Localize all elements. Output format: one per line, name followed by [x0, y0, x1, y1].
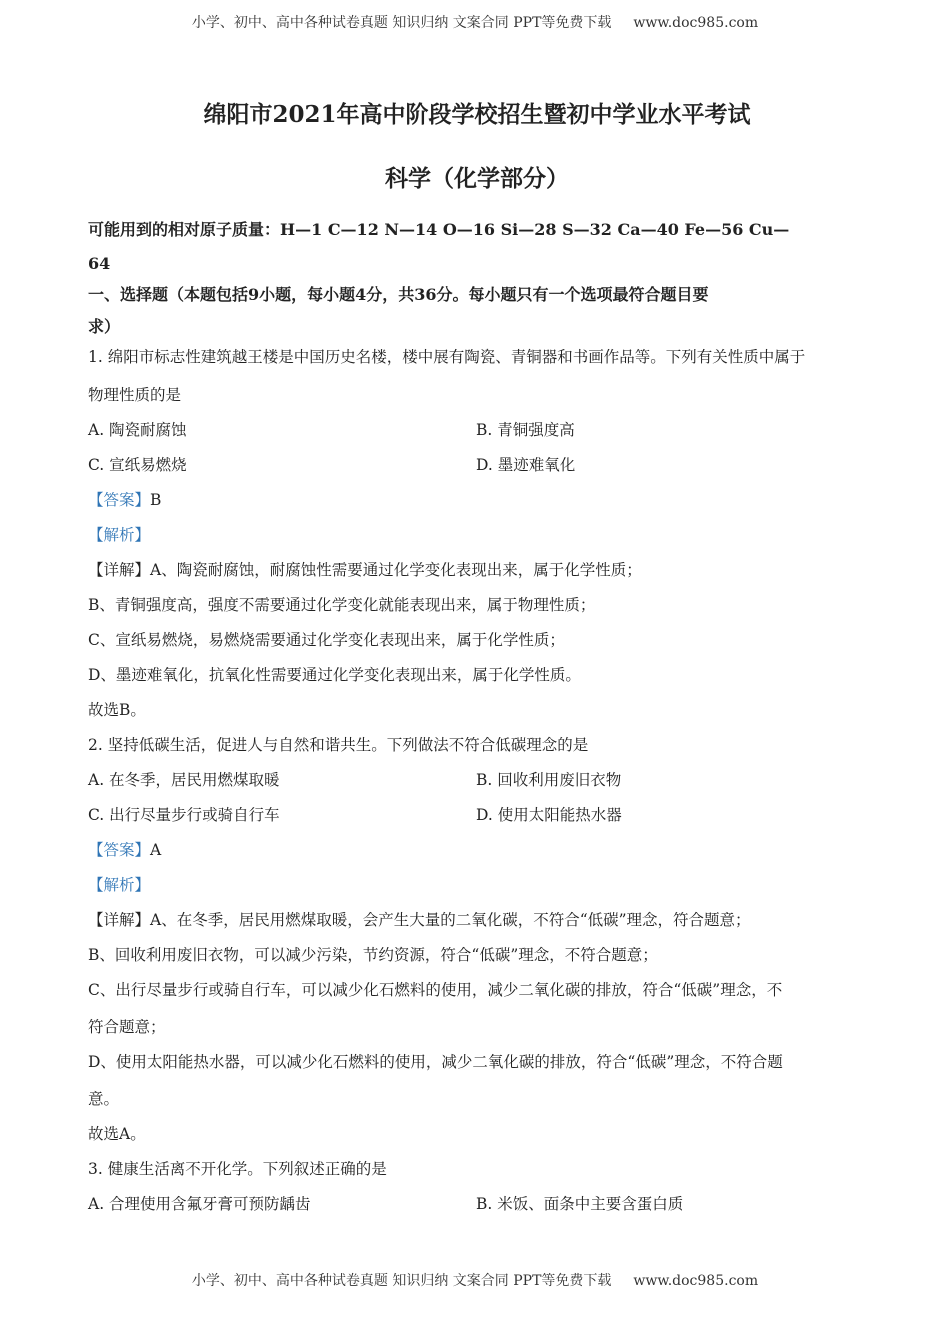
- q2-answer: [88, 839, 161, 861]
- q2-stem-line1: 2. 坚持低碳生活，促进人与自然和谐共生。下列做法不符合低碳理念的是: [88, 736, 589, 754]
- atomic-masses-line2: 64: [88, 254, 111, 273]
- q2-analysis-label: 【解析】: [88, 876, 151, 894]
- q1-stem-line1: 1. 绵阳市标志性建筑越王楼是中国历史名楼，楼中展有陶瓷、青铜器和书画作品等。下列有关性质中属于: [88, 348, 806, 366]
- page-header: [0, 12, 950, 32]
- section-heading-line1: 一、选择题（本题包括9小题，每小题4分，共36分。每小题只有一个选项最符合题目要: [88, 285, 709, 304]
- q3-option-b: B. 米饭、面条中主要含蛋白质: [476, 1195, 684, 1213]
- q2-detail-label: 【详解】: [88, 911, 151, 929]
- q1-detail-line4: D、墨迹难氧化，抗氧化性需要通过化学变化表现出来，属于化学性质。: [88, 666, 581, 684]
- footer-text: 小学、初中、高中各种试卷真题 知识归纳 文案合同 PPT等免费下载: [191, 1273, 612, 1289]
- q2-option-b: B. 回收利用废旧衣物: [476, 771, 622, 789]
- q1-option-c: C. 宣纸易燃烧: [88, 456, 187, 474]
- page-title: 绵阳市2021年高中阶段学校招生暨初中学业水平考试: [203, 101, 751, 128]
- q3-stem-line1: 3. 健康生活离不开化学。下列叙述正确的是: [88, 1160, 387, 1178]
- q1-option-d: D. 墨迹难氧化: [476, 456, 576, 474]
- atomic-masses-line1: 可能用到的相对原子质量：H—1 C—12 N—14 O—16 Si—28 S—32 Ca—40 Fe—56 Cu—: [88, 220, 790, 239]
- q2-detail-line4b: 意。: [88, 1090, 120, 1108]
- page-footer: [0, 1270, 950, 1290]
- q2-option-c: C. 出行尽量步行或骑自行车: [88, 806, 280, 824]
- page-subtitle: 科学（化学部分）: [385, 165, 569, 192]
- q1-detail-line1: [88, 559, 642, 581]
- q1-option-b: B. 青铜强度高: [476, 421, 575, 439]
- q1-answer: [88, 489, 161, 511]
- q3-option-a: A. 合理使用含氟牙膏可预防龋齿: [88, 1195, 311, 1213]
- q2-answer-value: A: [150, 841, 162, 859]
- q2-detail-line2: B、回收利用废旧衣物，可以减少污染，节约资源，符合“低碳”理念，不符合题意；: [88, 946, 658, 964]
- q2-detail-line3a: C、出行尽量步行或骑自行车，可以减少化石燃料的使用，减少二氧化碳的排放，符合“低碳”理念，不: [88, 981, 783, 999]
- header-text: 小学、初中、高中各种试卷真题 知识归纳 文案合同 PPT等免费下载: [191, 15, 612, 31]
- q2-option-a: A. 在冬季，居民用燃煤取暖: [88, 771, 280, 789]
- q2-option-d: D. 使用太阳能热水器: [476, 806, 622, 824]
- q2-conclusion: 故选A。: [88, 1125, 146, 1143]
- q1-stem-line2: 物理性质的是: [88, 386, 182, 404]
- q1-option-a: A. 陶瓷耐腐蚀: [88, 421, 187, 439]
- q2-detail-line3b: 符合题意；: [88, 1018, 166, 1036]
- q1-detail-line2: B、青铜强度高，强度不需要通过化学变化就能表现出来，属于物理性质；: [88, 596, 596, 614]
- q2-answer-label: 【答案】: [88, 841, 151, 859]
- q2-detail-text1: A、在冬季，居民用燃煤取暖，会产生大量的二氧化碳，不符合“低碳”理念，符合题意；: [150, 911, 751, 929]
- q1-analysis-label: 【解析】: [88, 526, 151, 544]
- q1-detail-text1: A、陶瓷耐腐蚀，耐腐蚀性需要通过化学变化表现出来，属于化学性质；: [150, 561, 642, 579]
- header-url[interactable]: www.doc985.com: [633, 15, 759, 31]
- footer-url[interactable]: www.doc985.com: [633, 1273, 759, 1289]
- q1-answer-label: 【答案】: [88, 491, 151, 509]
- q1-detail-line3: C、宣纸易燃烧，易燃烧需要通过化学变化表现出来，属于化学性质；: [88, 631, 565, 649]
- q1-detail-label: 【详解】: [88, 561, 151, 579]
- q2-detail-line1: [88, 909, 751, 931]
- section-heading-line2: 求）: [88, 317, 121, 336]
- q2-detail-line4a: D、使用太阳能热水器，可以减少化石燃料的使用，减少二氧化碳的排放，符合“低碳”理念，不符合题: [88, 1053, 783, 1071]
- q1-conclusion: 故选B。: [88, 701, 146, 719]
- q1-answer-value: B: [150, 491, 162, 509]
